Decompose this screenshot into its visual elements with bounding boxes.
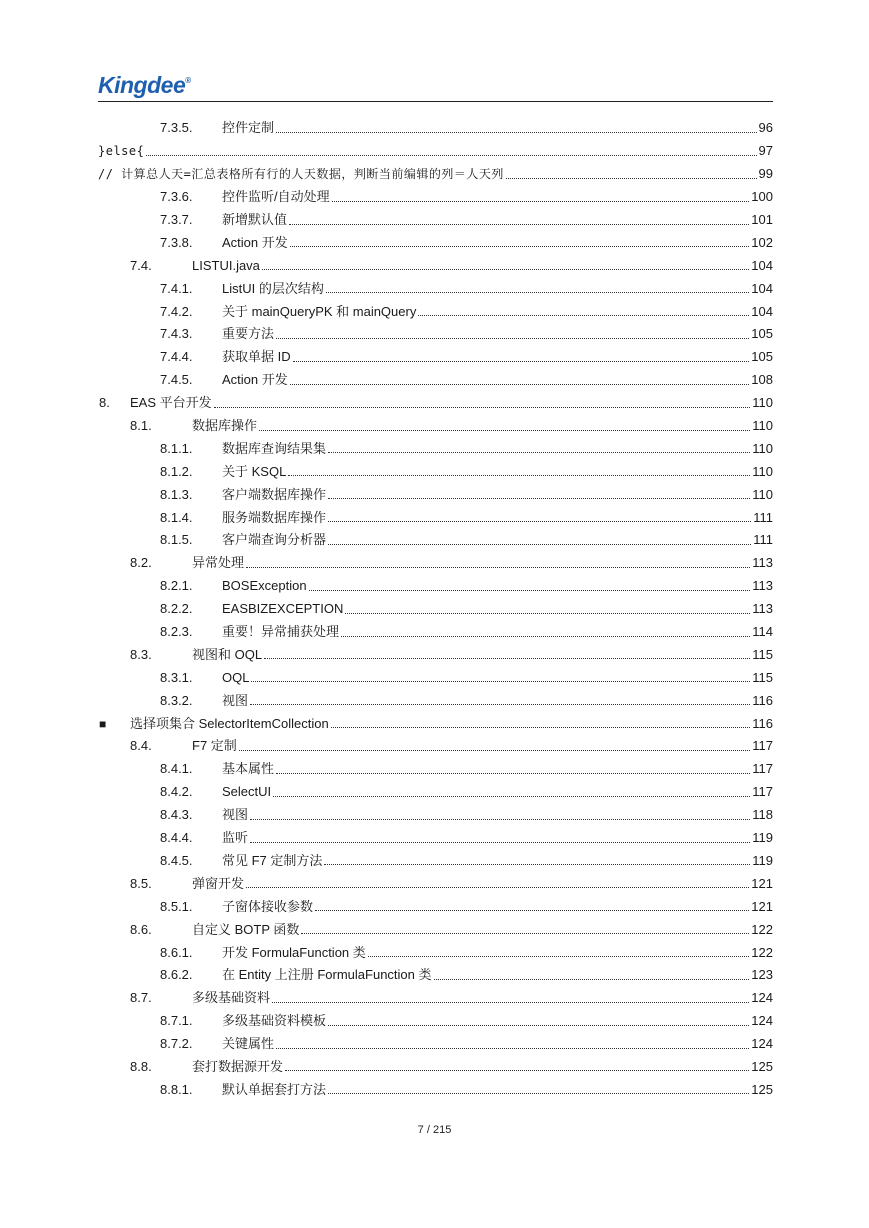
toc-entry-line [222,670,773,686]
toc-entry-line [222,189,773,205]
toc-entry-title: 视图 [222,807,249,823]
dot-leader [276,1048,749,1049]
toc-entry-page: 110 [752,463,773,479]
toc-entry-title: Action 开发 [222,234,288,250]
toc-entry-title: 默认单据套打方法 [222,1081,327,1097]
toc-entry-title: 弹窗开发 [192,875,245,891]
toc-entry-title: EASBIZEXCEPTION [222,601,344,617]
toc-entry[interactable] [0,231,869,254]
toc-entry-page: 100 [751,189,773,205]
toc-entry-title: 开发 FormulaFunction 类 [222,944,366,960]
toc-entry[interactable] [0,621,869,644]
toc-entry-line [222,281,773,297]
toc-entry-page: 121 [751,898,773,914]
toc-entry[interactable] [0,941,869,964]
toc-entry-page: 116 [752,692,773,708]
kingdee-logo [98,72,191,99]
toc-entry-line [222,1036,773,1052]
toc-entry-number: 7.4.4. [160,349,193,365]
toc-entry-line [222,830,773,846]
toc-entry[interactable] [0,506,869,529]
toc-entry-number: 8.4.4. [160,830,193,846]
dot-leader [309,590,751,591]
toc-entry-page: 113 [752,578,773,594]
dot-leader [293,361,750,362]
toc-entry-line [222,304,773,320]
dot-leader [285,1070,749,1071]
toc-entry-line [192,258,773,274]
toc-entry-page: 117 [752,738,773,754]
toc-entry-page: 110 [752,486,773,502]
toc-entry-line [222,349,773,365]
toc-entry-line [222,372,773,388]
dot-leader [328,452,750,453]
toc-entry-number: 8.4.5. [160,852,193,868]
toc-entry-title: // 计算总人天=汇总表格所有行的人天数据，判断当前编辑的列＝人天列 [98,167,504,182]
toc-entry[interactable] [0,552,869,575]
toc-entry-page: 99 [758,166,773,182]
toc-entry[interactable] [0,140,869,163]
toc-entry-line [98,143,773,159]
toc-entry-number: 8.6.1. [160,944,193,960]
toc-entry-number: 8.7. [130,990,152,1006]
toc-entry-title: 重要方法 [222,326,275,342]
toc-entry-line [222,784,773,800]
toc-entry-number: 8.1. [130,418,152,434]
toc-entry-line [192,555,773,571]
toc-entry[interactable] [0,712,869,735]
toc-entry-title: 在 Entity 上注册 FormulaFunction 类 [222,967,432,983]
toc-entry-line [192,990,773,1006]
toc-entry-title: ListUI 的层次结构 [222,280,324,296]
dot-leader [331,727,751,728]
toc-entry-line [222,487,773,503]
toc-entry-line [222,693,773,709]
page-footer [0,1124,869,1136]
page-number: 7 / 215 [417,1124,452,1136]
toc-entry[interactable] [0,1010,869,1033]
toc-entry[interactable] [0,437,869,460]
toc-entry[interactable] [0,735,869,758]
toc-entry-number: 8.3.2. [160,692,193,708]
toc-entry-number: 7.4.5. [160,372,193,388]
toc-entry-number: 7.4.3. [160,326,193,342]
toc-entry-title: 客户端查询分析器 [222,532,327,548]
dot-leader [341,636,750,637]
toc-entry-line [192,738,773,754]
dot-leader [290,246,750,247]
dot-leader [246,887,749,888]
toc-entry[interactable] [0,781,869,804]
toc-entry[interactable] [0,872,869,895]
dot-leader [146,155,756,156]
toc-entry-line [130,716,773,732]
toc-entry-line [222,601,773,617]
toc-entry-page: 111 [753,532,773,548]
toc-entry-title: 获取单据 ID [222,349,291,365]
dot-leader [324,864,750,865]
toc-entry-page: 104 [751,303,773,319]
toc-entry-number: 8.6. [130,921,152,937]
header-divider [98,101,773,102]
dot-leader [239,750,750,751]
toc-entry-title: 数据库操作 [192,418,258,434]
toc-entry[interactable] [0,598,869,621]
toc-entry-page: 124 [751,990,773,1006]
toc-entry-number: 8.4.3. [160,807,193,823]
toc-entry-line [222,967,773,983]
toc-entry-title: 多级基础资料 [192,990,271,1006]
toc-entry[interactable] [0,758,869,781]
dot-leader [276,773,750,774]
dot-leader [434,979,750,980]
toc-entry-page: 102 [751,234,773,250]
toc-entry[interactable] [0,827,869,850]
toc-entry-line [130,395,773,411]
toc-entry[interactable] [0,346,869,369]
toc-entry-title: F7 定制 [192,738,237,754]
dot-leader [328,1093,749,1094]
toc-entry-page: 123 [751,967,773,983]
toc-entry-title: EAS 平台开发 [130,395,212,411]
toc-entry-line [192,876,773,892]
toc-entry[interactable] [0,529,869,552]
toc-entry[interactable] [0,254,869,277]
toc-entry-number: 7.4.2. [160,303,193,319]
toc-entry-page: 110 [752,395,773,411]
toc-entry[interactable] [0,575,869,598]
dot-leader [326,292,749,293]
toc-entry-line [222,761,773,777]
toc-entry-number: 8.8. [130,1058,152,1074]
toc-entry[interactable] [0,1078,869,1101]
toc-entry[interactable] [0,1033,869,1056]
dot-leader [289,224,749,225]
toc-entry-line [222,212,773,228]
toc-entry-page: 121 [751,875,773,891]
dot-leader [345,613,750,614]
toc-entry-title: 数据库查询结果集 [222,440,327,456]
toc-entry-title: 视图和 OQL [192,646,263,662]
toc-entry-line [222,1082,773,1098]
toc-entry[interactable] [0,117,869,140]
toc-entry-page: 119 [752,830,773,846]
toc-entry-title: SelectUI [222,784,272,800]
toc-entry-number: 8.1.3. [160,486,193,502]
toc-entry-page: 117 [752,784,773,800]
dot-leader [276,338,749,339]
toc-entry-page: 122 [751,921,773,937]
toc-entry-line [222,235,773,251]
toc-entry-number: 8.4. [130,738,152,754]
toc-entry-number: 8.5. [130,875,152,891]
toc-entry-page: 119 [752,852,773,868]
toc-entry-title: LISTUI.java [192,257,260,273]
toc-entry-title: 常见 F7 定制方法 [222,852,323,868]
toc-entry-number: 8.3. [130,646,152,662]
toc-entry-page: 124 [751,1036,773,1052]
dot-leader [251,681,750,682]
toc-entry-title: }else{ [98,144,145,159]
dot-leader [290,384,750,385]
toc-entry-number: 8.1.1. [160,440,193,456]
toc-entry-page: 110 [752,418,773,434]
registered-mark: ® [185,76,191,85]
toc-entry[interactable] [0,895,869,918]
toc-entry-number: 8.1.2. [160,463,193,479]
toc-entry-line [222,326,773,342]
toc-entry-line [222,807,773,823]
toc-entry-page: 115 [752,646,773,662]
toc-entry-page: 110 [752,440,773,456]
toc-entry-number: 7.4.1. [160,280,193,296]
toc-entry[interactable] [0,643,869,666]
toc-entry-number: 8.5.1. [160,898,193,914]
toc-entry-title: 新增默认值 [222,212,288,227]
toc-entry-page: 122 [751,944,773,960]
toc-entry[interactable] [0,392,869,415]
dot-leader [368,956,750,957]
toc-entry-title: 异常处理 [192,555,245,571]
toc-entry-number: 7.3.5. [160,120,193,136]
toc-entry[interactable] [0,666,869,689]
toc-entry[interactable] [0,964,869,987]
toc-entry-line [98,166,773,182]
toc-entry-page: 101 [751,212,773,227]
toc-entry-number: 8.1.5. [160,532,193,548]
toc-entry-title: 关于 mainQueryPK 和 mainQuery [222,303,417,319]
toc-entry-page: 117 [752,761,773,777]
logo-text: Kingdee [98,72,186,98]
toc-entry-number: 7.3.8. [160,234,193,250]
toc-entry[interactable] [0,804,869,827]
dot-leader [250,819,750,820]
dot-leader [273,796,750,797]
toc-entry-number: 8. [99,395,110,411]
toc-entry-line [222,624,773,640]
toc-entry[interactable] [0,415,869,438]
toc-entry-page: 116 [752,715,773,731]
toc-entry-page: 113 [752,555,773,571]
toc-entry-page: 115 [752,669,773,685]
toc-entry-title: 套打数据源开发 [192,1058,284,1074]
toc-entry-line [222,945,773,961]
toc-entry-line [192,647,773,663]
toc-entry-page: 118 [752,807,773,823]
toc-entry-page: 111 [753,509,773,525]
toc-entry-number: 8.2.1. [160,578,193,594]
toc-entry-number: 8.7.2. [160,1036,193,1052]
dot-leader [264,658,750,659]
toc-entry-title: 监听 [222,830,249,846]
toc-entry-number: 8.1.4. [160,509,193,525]
toc-entry-line [192,418,773,434]
dot-leader [272,1002,749,1003]
toc-entry-title: 选择项集合 SelectorItemCollection [130,715,329,731]
toc-entry-title: 基本属性 [222,761,275,777]
toc-entry-title: 子窗体接收参数 [222,898,314,914]
toc-entry-number: 8.2.2. [160,601,193,617]
toc-entry-number: 7.3.7. [160,212,193,227]
toc-entry-title: 自定义 BOTP 函数 [192,921,300,937]
toc-entry-line [222,464,773,480]
toc-entry-line [222,1013,773,1029]
dot-leader [288,475,750,476]
dot-leader [214,407,751,408]
dot-leader [315,910,749,911]
toc-entry-number: 8.7.1. [160,1013,193,1029]
dot-leader [250,842,750,843]
dot-leader [246,567,750,568]
toc-entry-title: 重要！异常捕获处理 [222,624,340,640]
toc-entry[interactable] [0,209,869,232]
toc-entry-page: 125 [751,1081,773,1097]
toc-entry[interactable] [0,689,869,712]
toc-entry-page: 96 [758,120,773,136]
toc-entry-page: 124 [751,1013,773,1029]
toc-entry-title: 控件监听/自动处理 [222,189,330,205]
toc-entry-number: 8.2. [130,555,152,571]
toc-entry-page: 113 [752,601,773,617]
toc-entry-title: 视图 [222,692,249,708]
toc-entry-title: Action 开发 [222,372,288,388]
dot-leader [259,430,750,431]
toc-entry-page: 105 [751,349,773,365]
dot-leader [250,704,750,705]
toc-entry-title: 客户端数据库操作 [222,486,327,502]
toc-entry-number: 8.2.3. [160,624,193,640]
dot-leader [506,178,757,179]
toc-entry-line [192,922,773,938]
dot-leader [328,521,751,522]
toc-entry-page: 104 [751,280,773,296]
toc-entry[interactable] [0,460,869,483]
toc-entry-page: 125 [751,1058,773,1074]
toc-entry-number: 7.3.6. [160,189,193,205]
toc-entry-line [222,120,773,136]
toc-entry-line [222,510,773,526]
toc-entry-title: 控件定制 [222,120,275,136]
toc-entry-title: 关键属性 [222,1036,275,1052]
toc-entry-title: 多级基础资料模板 [222,1013,327,1029]
toc-entry-number: 8.6.2. [160,967,193,983]
toc-entry[interactable] [0,1056,869,1079]
toc-entry-line [222,899,773,915]
dot-leader [328,498,750,499]
toc-entry-page: 97 [758,143,773,159]
toc-entry[interactable] [0,277,869,300]
toc-entry-line [222,578,773,594]
toc-entry-line [222,532,773,548]
toc-entry-line [222,853,773,869]
toc-entry-page: 105 [751,326,773,342]
toc-entry-line [192,1059,773,1075]
toc-entry-title: OQL [222,669,250,685]
toc-entry-line [222,441,773,457]
toc-entry[interactable] [0,850,869,873]
toc-entry-page: 108 [751,372,773,388]
dot-leader [301,933,749,934]
toc-entry[interactable] [0,483,869,506]
toc-entry[interactable] [0,369,869,392]
dot-leader [262,269,749,270]
dot-leader [328,1025,749,1026]
bullet-square-icon: ■ [99,716,107,731]
toc-entry[interactable] [0,323,869,346]
table-of-contents [0,117,869,1101]
toc-entry-title: BOSException [222,578,307,594]
toc-entry[interactable] [0,300,869,323]
toc-entry[interactable] [0,186,869,209]
toc-entry-page: 114 [752,624,773,640]
toc-entry[interactable] [0,918,869,941]
toc-entry-page: 104 [751,257,773,273]
toc-entry-number: 7.4. [130,257,152,273]
toc-entry-number: 8.4.2. [160,784,193,800]
dot-leader [276,132,757,133]
toc-entry-number: 8.4.1. [160,761,193,777]
toc-entry-number: 8.3.1. [160,669,193,685]
toc-entry-title: 关于 KSQL [222,463,287,479]
toc-entry[interactable] [0,987,869,1010]
dot-leader [418,315,749,316]
dot-leader [332,201,750,202]
toc-entry-title: 服务端数据库操作 [222,509,327,525]
toc-entry[interactable] [0,163,869,186]
dot-leader [328,544,751,545]
toc-entry-number: 8.8.1. [160,1081,193,1097]
